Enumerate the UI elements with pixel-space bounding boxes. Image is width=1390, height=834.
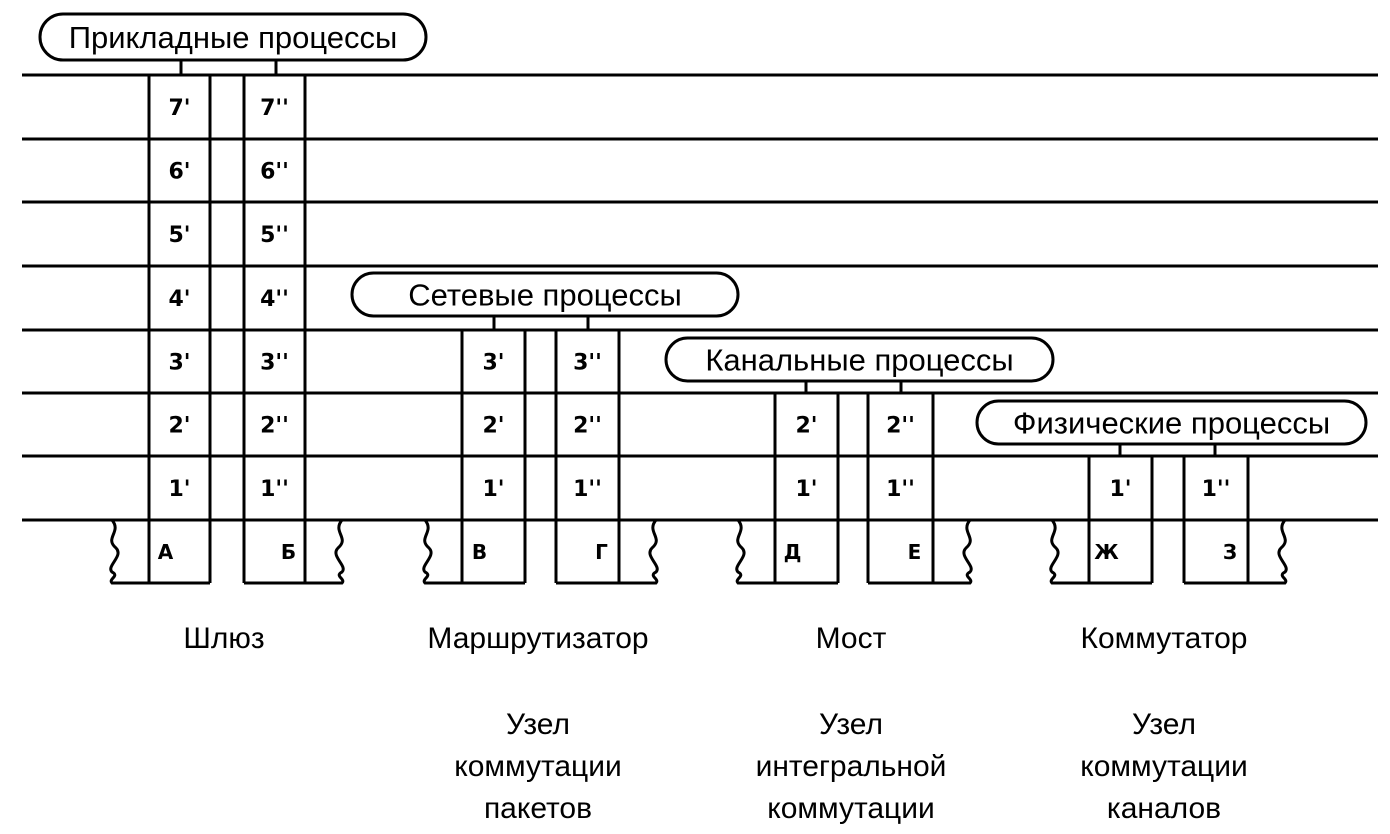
medium-base-wave — [737, 520, 775, 583]
medium-label: З — [1222, 540, 1238, 564]
layer-cell-label: 3' — [482, 350, 505, 376]
layer-cell-label: 6' — [168, 159, 191, 185]
medium-base-wave — [1248, 520, 1286, 583]
medium-label: А — [157, 540, 174, 564]
medium-label: Б — [280, 540, 297, 564]
layer-cell-label: 2'' — [260, 413, 289, 439]
layer-cell-label: 4' — [168, 287, 191, 312]
device-name: Коммутатор — [1080, 622, 1248, 655]
medium-label: Д — [783, 540, 802, 564]
layer-cell-label: 1' — [1109, 477, 1132, 502]
medium-base-wave — [619, 520, 657, 583]
layer-cell-label: 6'' — [260, 159, 289, 185]
layer-cell-label: 2'' — [573, 413, 602, 439]
medium-label: Е — [907, 540, 922, 564]
process-label-text: Физические процессы — [1012, 405, 1331, 441]
medium-label: Г — [595, 540, 608, 564]
layer-cell-label: 5' — [168, 223, 191, 248]
layer-cell-label: 7' — [168, 96, 191, 121]
layer-cell-label: 1'' — [1201, 477, 1231, 502]
device-subtitle-line: коммутации — [454, 750, 622, 783]
layer-cell-label: 1'' — [260, 477, 289, 502]
device-subtitle-line: Узел — [819, 708, 883, 741]
device-column — [737, 393, 838, 583]
physical-process-label — [977, 401, 1366, 456]
medium-base-wave — [933, 520, 971, 583]
link-process-label — [666, 338, 1053, 393]
network-process-label — [352, 273, 738, 330]
layer-cell-label: 3'' — [260, 350, 289, 376]
device-subtitle-line: Узел — [506, 708, 570, 741]
layer-cell-label: 5'' — [260, 223, 289, 248]
process-label-text: Канальные процессы — [705, 342, 1014, 378]
layer-cell-label: 1'' — [573, 477, 602, 502]
process-label-text: Прикладные процессы — [68, 20, 398, 55]
device-column — [868, 393, 971, 583]
medium-base-wave — [424, 520, 462, 583]
device-subtitle-line: Узел — [1132, 708, 1196, 741]
device-subtitle-line: коммутации — [767, 792, 935, 825]
process-labels — [40, 14, 1366, 456]
medium-base-wave — [111, 520, 149, 583]
device-caption — [183, 622, 264, 655]
layer-cell-label: 2'' — [886, 413, 915, 439]
medium-base-wave — [305, 520, 343, 583]
device-caption — [1080, 622, 1248, 825]
layer-cell-label: 1' — [168, 477, 191, 502]
layer-cell-label: 1'' — [886, 477, 915, 502]
layer-cell-label: 2' — [168, 413, 191, 439]
medium-label: Ж — [1094, 540, 1119, 564]
device-caption — [427, 622, 648, 825]
medium-base-wave — [1051, 520, 1089, 583]
device-name: Мост — [815, 622, 887, 655]
layer-cell-label: 3' — [168, 350, 191, 376]
application-process-label — [40, 14, 426, 75]
device-subtitle-line: коммутации — [1080, 750, 1248, 783]
layer-cell-label: 3'' — [573, 350, 602, 376]
device-captions — [183, 622, 1247, 825]
device-subtitle-line: каналов — [1106, 792, 1222, 825]
layer-cell-label: 1' — [482, 477, 505, 502]
process-label-text: Сетевые процессы — [408, 277, 682, 313]
layer-cell-label: 1' — [795, 477, 818, 502]
layer-cell-label: 4'' — [260, 287, 289, 312]
layer-cell-label: 2' — [482, 413, 505, 439]
medium-label: В — [471, 540, 488, 564]
device-name: Маршрутизатор — [427, 622, 649, 655]
device-subtitle-line: интегральной — [755, 750, 947, 783]
device-subtitle-line: пакетов — [483, 792, 593, 825]
layer-cell-label: 2' — [795, 413, 818, 439]
layer-cell-label: 7'' — [260, 96, 289, 121]
device-name: Шлюз — [183, 622, 265, 655]
device-caption — [756, 622, 947, 825]
